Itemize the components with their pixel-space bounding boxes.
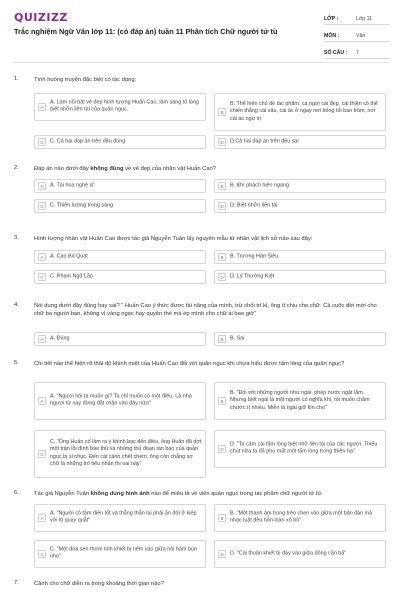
page-title: Trắc nghiệm Ngữ Văn lớp 11: (có đáp án) tuần 11 Phân tích Chữ người tử tù [14, 27, 278, 36]
option-letter: C [38, 138, 46, 146]
option-letter: B [218, 108, 226, 116]
question-text: Đáp án nào dưới đây không đúng về vẻ đẹp của nhân vật Huấn Cao? [34, 166, 217, 172]
question-text: Tác giả Nguyễn Tuân không dùng hình ảnh nào để miêu tả về viên quản ngục trong tác phẩm chữ người tử tù: [34, 491, 323, 497]
option-d[interactable] [214, 135, 386, 149]
option-text: B. Thể hiện chủ đề tác phẩm: ca ngợi cái đẹp, cái thiện có thể chiến thắng cái xấu, cái ác ở ngay nơi bóng tối bao trùm, nơi cái ác ngự trị [230, 100, 378, 122]
question-text: Nói dung dưới đây đúng hay sai? " Huấn Cao ý thức được tài năng của mình, trừ chối trí kỉ, ông ít chịu cho chữ. Cả cuộc đời mới cho chữ ba người bạn, không vì vàng ngọc hay quyền thế mà ép mình cho chữ ai bao giờ" [34, 303, 377, 318]
option-b[interactable] [214, 504, 386, 532]
question-number: 1. [14, 76, 19, 82]
meta-label: MÔN : [324, 33, 340, 39]
option-text: C. Phạm Ngũ Lão [50, 273, 93, 280]
meta-label: SỐ CÂU : [324, 50, 348, 56]
option-c[interactable] [34, 135, 206, 149]
question-number: 5. [14, 360, 19, 366]
option-text: A. "Ngươi hỏi ta muốn gì? Ta chỉ muốn có một điều. Là nhà ngươi từ nay đừng đặt chân vào đây nữa" [50, 393, 192, 407]
option-text: B. "Một thanh âm trong trẻo chen vào giữa một bản đàn mà nhạc luật đều hỗn loạn xô bồ" [230, 510, 373, 524]
meta-value: 7 [356, 50, 359, 56]
question-number: 6. [14, 490, 19, 496]
option-letter: B [218, 397, 226, 405]
option-text: C. Cả hai đáp án trên đều đúng [50, 138, 126, 145]
option-text: A. Cao Bá Quát [50, 253, 88, 260]
meta-value: Lớp 11 [356, 16, 372, 22]
question-number: 4. [14, 302, 19, 308]
option-c[interactable] [34, 199, 206, 213]
question-number: 7. [14, 580, 19, 586]
option-letter: B [218, 335, 226, 343]
option-letter: B [218, 514, 226, 522]
option-text: D. "Ta cảm cái tấm lòng biệt nhỡ liên tài của các ngươi. Thiếu chút nữa ta đã phụ mất một tấm lòng trong thiên hạ" [230, 441, 378, 455]
option-letter: D [218, 445, 226, 453]
option-b[interactable] [214, 250, 386, 264]
option-b[interactable] [214, 179, 386, 193]
meta-value: Văn [356, 33, 366, 39]
quizizz-logo: QUIZIZZ [14, 11, 68, 24]
option-letter: D [218, 202, 226, 210]
option-text: A. "Người cô tâm điền tốt và thẳng thắn lại phải ăn đời ở kiếp với lũ quay quắt" [50, 510, 197, 524]
option-a[interactable] [34, 179, 206, 193]
option-text: A. Đúng [50, 335, 70, 342]
question-text: Hình tượng nhân vật Huấn Cao được tác giả Nguyễn Tuân lấy nguyên mẫu từ nhân vật lịch sử nào sau đây: [34, 236, 313, 242]
question-number: 2. [14, 165, 19, 171]
option-letter: A [38, 182, 46, 190]
option-b[interactable] [214, 332, 386, 346]
option-a[interactable] [34, 250, 206, 264]
worksheet-header [0, 0, 400, 60]
question-text: Chi tiết nào thể hiện rõ thái độ khinh miệt của Huấn Cao đối với quản ngục khi chưa hiểu được tấm lòng của quản ngục? [34, 361, 345, 367]
option-d[interactable] [214, 540, 386, 568]
option-a[interactable] [34, 93, 206, 121]
option-text: C. Thiên lương trong sáng [50, 202, 114, 209]
option-letter: D [218, 273, 226, 281]
option-text: B. Sai [230, 335, 245, 342]
option-letter: A [38, 253, 46, 261]
option-letter: A [38, 335, 46, 343]
option-letter: C [38, 450, 46, 458]
option-a[interactable] [34, 504, 206, 532]
option-d[interactable] [214, 270, 386, 284]
option-text: A. Tài hoa nghệ sĩ [50, 182, 94, 189]
meta-row-subject [324, 29, 390, 42]
option-d[interactable] [214, 430, 386, 468]
worksheet-meta [324, 12, 390, 63]
option-letter: A [38, 397, 46, 405]
option-letter: B [218, 253, 226, 261]
option-letter: C [38, 550, 46, 558]
option-text: D. "Cái thuần khiết bị đày vào giữa đống cặn bã" [230, 550, 347, 557]
option-a[interactable] [34, 382, 206, 420]
option-text: A. Làm nổi bật vẻ đẹp hình tượng Huấn Cao, làm sáng tỏ lòng biệt nhỡn liên tài của quản ngục. [50, 99, 199, 113]
option-b[interactable] [214, 93, 386, 131]
option-d[interactable] [214, 199, 386, 213]
option-text: B. Khí phách hiên ngang [230, 182, 290, 189]
option-b[interactable] [214, 382, 386, 420]
option-letter: A [38, 103, 46, 111]
option-text: C. "Ông Huấn cố làm ra ý khinh bạc đến điều, ông Huấn đã dợt một trận lỗi đình bảo thù và những thủ đoạn tàn bạo của quản ngục bị sỉ nhục. Đến cái cảnh chết chém, ông còn chẳng sợ chữ là những trò tiểu nhân thị oai này" [50, 439, 202, 468]
meta-row-class [324, 12, 390, 25]
option-letter: D [218, 550, 226, 558]
option-letter: C [38, 202, 46, 210]
option-text: C. "Một đóa sen thơm tinh khiết bị nêm vào giữa hôi hám bùn nho" [50, 546, 197, 560]
option-c[interactable] [34, 540, 206, 568]
option-letter: A [38, 514, 46, 522]
option-letter: D [218, 138, 226, 146]
option-letter: B [218, 182, 226, 190]
option-letter: C [38, 273, 46, 281]
option-c[interactable] [34, 270, 206, 284]
option-text: D. Lý Thường Kiệt [230, 273, 275, 280]
meta-label: LỚP : [324, 16, 339, 22]
question-number: 3. [14, 235, 19, 241]
question-text: Tình huống truyện đặc biệt có tác dụng: [34, 77, 137, 83]
header-divider [12, 62, 388, 63]
option-text: D. Biệt nhỡn liên tài [230, 202, 278, 209]
option-text: B. Trương Hán Siêu [230, 253, 279, 260]
question-text: Cảnh cho chữ diễn ra trong khoảng thời gian nào? [34, 581, 164, 587]
option-c[interactable] [34, 430, 206, 478]
option-a[interactable] [34, 332, 206, 346]
meta-row-count [324, 46, 390, 59]
option-text: D.Cả hai đáp án trên đều sai [230, 138, 299, 145]
option-text: B. "Đối với những người như ngài, phép nước ngặt lắm. Nhưng biết ngài là một người có nghĩa khí, tôi muốn chăm chước ít nhiều. Miễn là ngài giữ kín cho" [230, 389, 370, 411]
